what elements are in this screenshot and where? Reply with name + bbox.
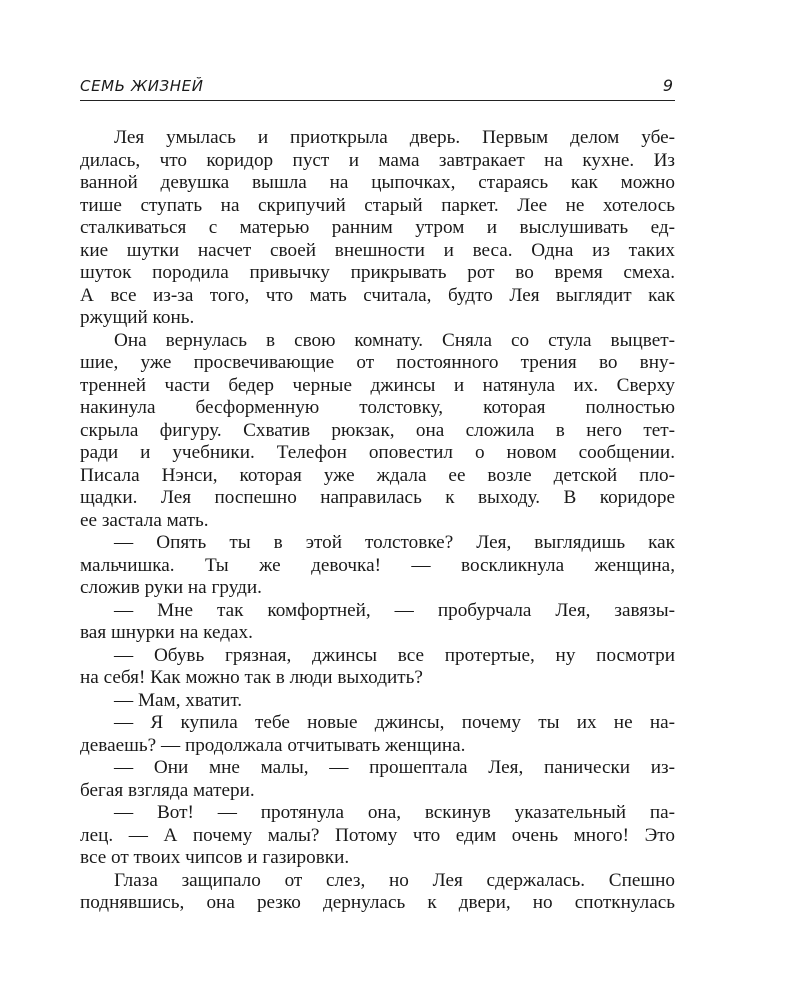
text-line: Она вернулась в свою комнату. Сняла со стула выцвет- — [114, 329, 675, 351]
text-line: лец. — А почему малы? Потому что едим очень много! Это — [80, 824, 675, 846]
text-line: все от твоих чипсов и газировки. — [80, 847, 350, 868]
text-line: щадки. Лея поспешно направилась к выходу. В коридоре — [80, 487, 675, 508]
text-line: — Мне так комфортней, — пробурчала Лея, завязы- — [114, 599, 675, 621]
text-line: деваешь? — продолжала отчитывать женщина. — [80, 734, 466, 756]
text-line: шуток породила привычку прикрывать рот во время смеха. — [80, 262, 675, 283]
text-line: накинула бесформенную толстовку, которая полностью — [80, 397, 675, 418]
text-line: дилась, что коридор пуст и мама завтракает на кухне. Из — [80, 149, 675, 171]
text-line: кие шутки насчет своей внешности и веса. Одна из таких — [80, 239, 675, 261]
text-line: поднявшись, она резко дернулась к двери, но споткнулась — [80, 892, 675, 913]
text-line: ванной девушка вышла на цыпочках, стараясь как можно — [80, 172, 675, 193]
text-line: сложив руки на груди. — [80, 577, 262, 598]
text-line: Глаза защипало от слез, но Лея сдержалась. Спешно — [114, 869, 675, 891]
text-line: мальчишка. Ты же девочка! — воскликнула женщина, — [80, 554, 675, 576]
page-number: 9 — [662, 76, 673, 95]
text-line: сталкиваться с матерью ранним утром и выслушивать ед- — [80, 217, 675, 238]
text-line: на себя! Как можно так в люди выходить? — [80, 667, 423, 688]
body-text — [80, 127, 675, 915]
text-line: бегая взгляда матери. — [80, 779, 255, 801]
text-line: — Обувь грязная, джинсы все протертые, ну посмотри — [114, 644, 675, 666]
text-line: ржущий конь. — [80, 307, 195, 328]
text-line: Писала Нэнси, которая уже ждала ее возле детской пло- — [80, 464, 675, 486]
text-line: вая шнурки на кедах. — [80, 622, 253, 643]
text-line: шие, уже просвечивающие от постоянного трения во вну- — [80, 352, 675, 373]
text-line: — Опять ты в этой толстовке? Лея, выглядишь как — [114, 532, 675, 553]
text-line: ради и учебники. Телефон оповестил о новом сообщении. — [80, 442, 675, 463]
running-title: СЕМЬ ЖИЗНЕЙ — [80, 77, 204, 95]
text-line: ее застала мать. — [80, 509, 209, 531]
text-line: — Я купила тебе новые джинсы, почему ты их не на- — [114, 712, 675, 733]
text-line: тренней части бедер черные джинсы и натянула их. Сверху — [80, 374, 675, 396]
text-line: А все из-за того, что мать считала, будто Лея выглядит как — [80, 284, 675, 306]
text-line: — Вот! — протянула она, вскинув указательный па- — [114, 802, 675, 823]
text-line: тише ступать на скрипучий старый паркет. Лее не хотелось — [80, 194, 675, 216]
text-line: — Они мне малы, — прошептала Лея, панически из- — [114, 757, 675, 778]
text-line: — Мам, хватит. — [114, 689, 243, 711]
text-line: скрыла фигуру. Схватив рюкзак, она сложила в него тет- — [80, 419, 675, 441]
text-line: Лея умылась и приоткрыла дверь. Первым делом убе- — [114, 127, 675, 148]
page-header — [80, 76, 675, 101]
